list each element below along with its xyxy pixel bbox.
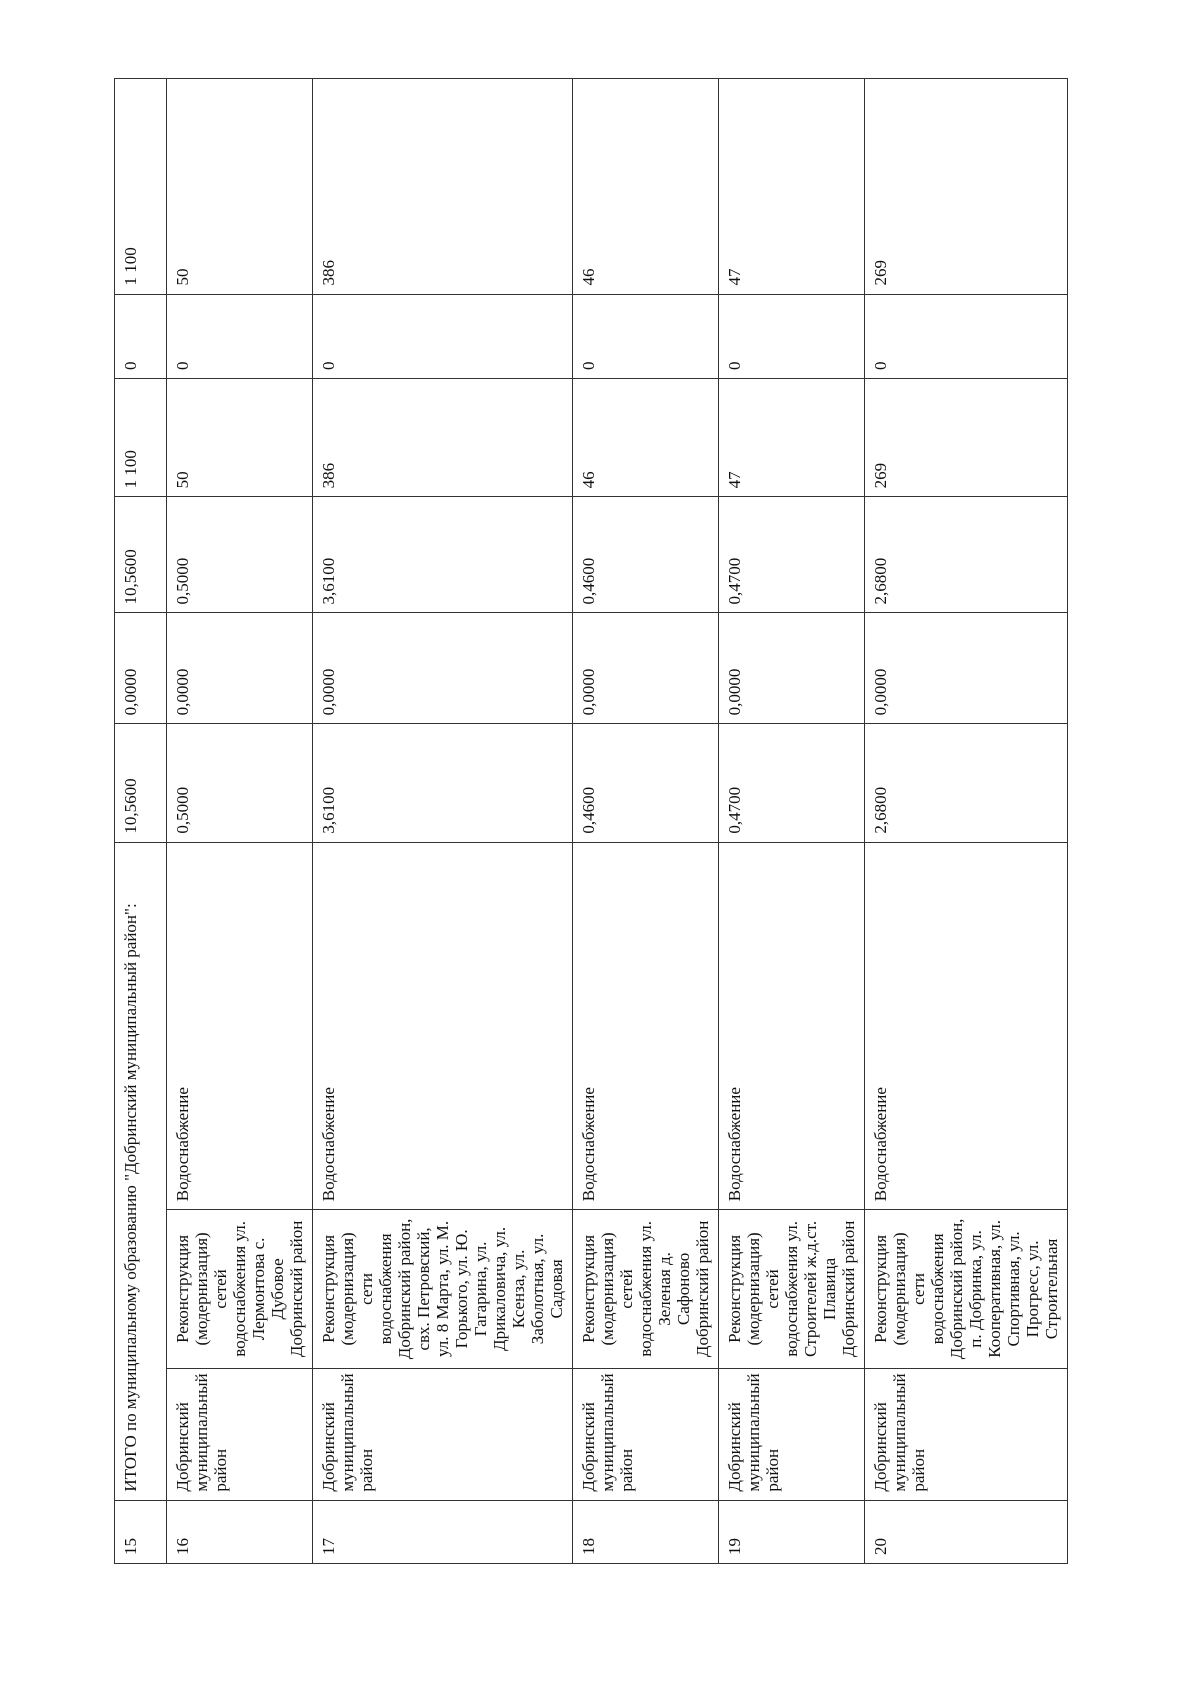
row-number: 17 [313, 1500, 573, 1563]
cell-v3: 10,5600 [115, 497, 167, 613]
cell-v2: 0,0000 [865, 613, 1068, 724]
cell-v4: 386 [313, 379, 573, 497]
cell-v3: 2,6800 [865, 497, 1068, 613]
municipality-cell: Добринский муниципальный район [167, 1368, 313, 1500]
cell-v4: 269 [865, 379, 1068, 497]
table-row [719, 79, 865, 1564]
cell-v4: 46 [573, 379, 719, 497]
water-supply-table [114, 78, 1068, 1564]
project-name-cell: Реконструкция (модернизация) сетей водоснабжения ул. Лермонтова с. Дубовое Добринский район [167, 1210, 313, 1368]
cell-v5: 0 [573, 294, 719, 378]
service-type-cell: Водоснабжение [719, 842, 865, 1210]
cell-v1: 2,6800 [865, 724, 1068, 842]
cell-v1: 3,6100 [313, 724, 573, 842]
municipality-cell: Добринский муниципальный район [573, 1368, 719, 1500]
table-row [573, 79, 719, 1564]
cell-v2: 0,0000 [719, 613, 865, 724]
service-type-cell: Водоснабжение [865, 842, 1068, 1210]
municipality-cell: Добринский муниципальный район [865, 1368, 1068, 1500]
cell-v4: 50 [167, 379, 313, 497]
cell-v4: 1 100 [115, 379, 167, 497]
table-row [865, 79, 1068, 1564]
cell-v1: 0,4700 [719, 724, 865, 842]
cell-v1: 0,5000 [167, 724, 313, 842]
row-number: 19 [719, 1500, 865, 1563]
cell-v2: 0,0000 [115, 613, 167, 724]
cell-v5: 0 [167, 294, 313, 378]
service-type-cell: Водоснабжение [313, 842, 573, 1210]
cell-v6: 47 [719, 79, 865, 295]
project-name-cell: Реконструкция (модернизация) сетей водоснабжения ул. Зеленая д. Сафоново Добринский район [573, 1210, 719, 1368]
cell-v2: 0,0000 [167, 613, 313, 724]
row-number: 15 [115, 1500, 167, 1563]
row-number: 18 [573, 1500, 719, 1563]
project-name-cell: Реконструкция (модернизация) сети водоснабжения Добринский район, свх. Петровский, ул. 8 Марта, ул. М. Горького, ул. Ю. Гагарина, ул. Дрикаловича, ул. Ксенза, ул. Заболотная, ул. Садовая [313, 1210, 573, 1368]
cell-v1: 10,5600 [115, 724, 167, 842]
table-row [167, 79, 313, 1564]
project-name-cell: Реконструкция (модернизация) сети водоснабжения Добринский район, п. Добринка, ул. Кооперативная, ул. Спортивная, ул. Прогресс, ул. Строительная [865, 1210, 1068, 1368]
cell-v4: 47 [719, 379, 865, 497]
cell-v2: 0,0000 [313, 613, 573, 724]
cell-v2: 0,0000 [573, 613, 719, 724]
cell-v3: 0,4600 [573, 497, 719, 613]
service-type-cell: Водоснабжение [573, 842, 719, 1210]
cell-v5: 0 [865, 294, 1068, 378]
row-number: 20 [865, 1500, 1068, 1563]
cell-v6: 269 [865, 79, 1068, 295]
municipality-cell: Добринский муниципальный район [719, 1368, 865, 1500]
cell-v1: 0,4600 [573, 724, 719, 842]
cell-v5: 0 [313, 294, 573, 378]
service-type-cell: Водоснабжение [167, 842, 313, 1210]
total-row [115, 79, 167, 1564]
cell-v3: 3,6100 [313, 497, 573, 613]
municipality-cell: Добринский муниципальный район [313, 1368, 573, 1500]
rotated-page [114, 78, 1061, 1564]
cell-v6: 46 [573, 79, 719, 295]
cell-v5: 0 [719, 294, 865, 378]
cell-v6: 50 [167, 79, 313, 295]
cell-v6: 1 100 [115, 79, 167, 295]
cell-v5: 0 [115, 294, 167, 378]
table-row [313, 79, 573, 1564]
project-name-cell: Реконструкция (модернизация) сетей водоснабжения ул. Строителей ж.д.ст. Плавица Добринский район [719, 1210, 865, 1368]
total-label: ИТОГО по муниципальному образованию "Добринский муниципальный район": [115, 842, 167, 1500]
row-number: 16 [167, 1500, 313, 1563]
cell-v3: 0,5000 [167, 497, 313, 613]
cell-v3: 0,4700 [719, 497, 865, 613]
cell-v6: 386 [313, 79, 573, 295]
